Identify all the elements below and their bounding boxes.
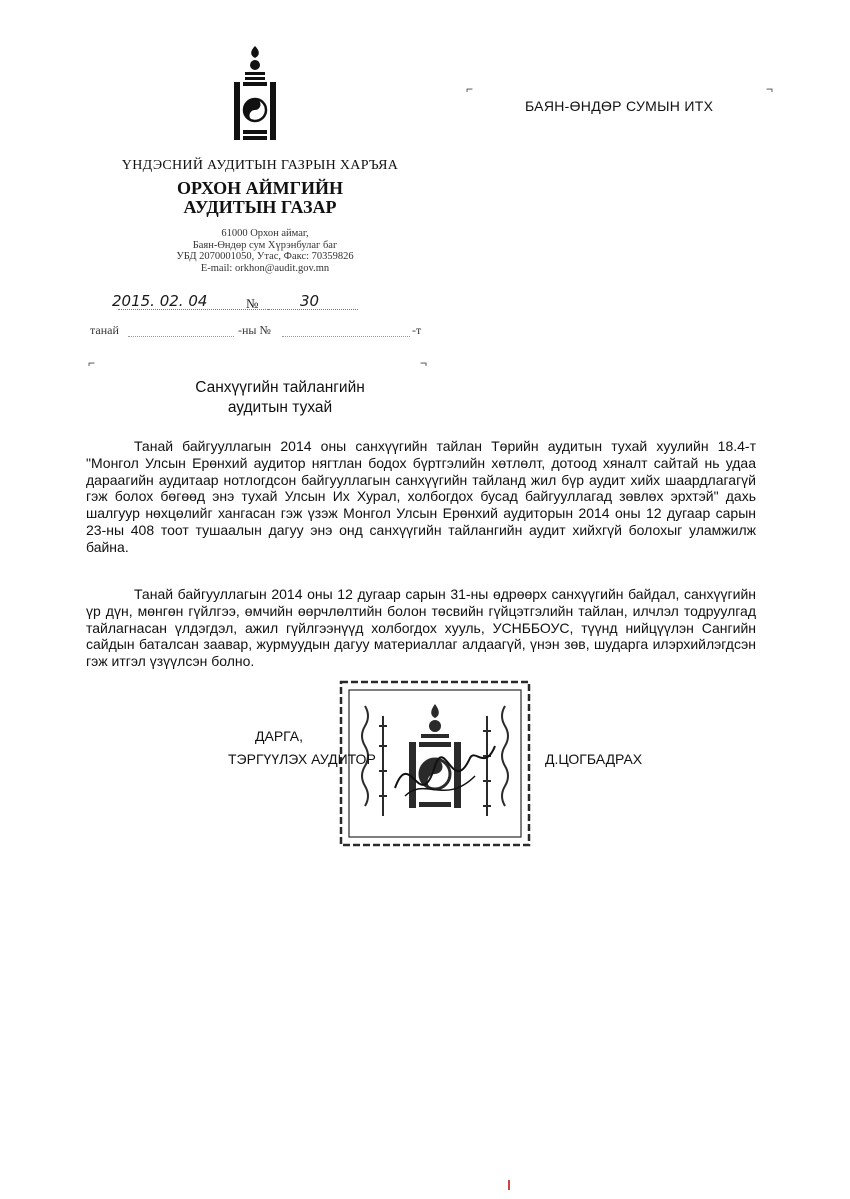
number-sign: № <box>246 296 259 311</box>
reply-suffix: -т <box>412 323 422 337</box>
agency-name-line1: ОРХОН АЙМГИЙН <box>176 178 344 198</box>
date-handwritten: 2015. 02. 04 <box>112 292 208 310</box>
subject-line2: аудитын тухай <box>227 399 333 416</box>
signatory-title-line2: ТЭРГҮҮЛЭХ АУДИТОР <box>228 751 376 767</box>
agency-parent: ҮНДЭСНИЙ АУДИТЫН ГАЗРЫН ХАРЪЯА <box>121 158 399 173</box>
body-paragraph-2 <box>86 586 756 670</box>
reply-date-line <box>128 336 234 337</box>
number-line <box>268 309 358 310</box>
address-line: УБД 2070001050, Утас, Факс: 70359826 <box>176 251 354 262</box>
addressee: БАЯН-ӨНДӨР СУМЫН ИТХ <box>525 98 714 114</box>
number-handwritten: 30 <box>300 292 320 310</box>
subject-corner-left-icon: ⌐ <box>88 356 96 370</box>
addressee-corner-right-icon: ¬ <box>766 82 774 96</box>
reply-prefix: танай <box>90 323 119 337</box>
body-paragraph-1 <box>86 438 756 556</box>
addressee-corner-left-icon: ⌐ <box>466 82 474 96</box>
signatory-name: Д.ЦОГБАДРАХ <box>545 751 643 767</box>
agency-address <box>150 228 380 274</box>
subject-corner-right-icon: ¬ <box>420 356 428 370</box>
address-line: 61000 Орхон аймаг, <box>221 228 309 239</box>
agency-name-line2: АУДИТЫН ГАЗАР <box>183 197 337 217</box>
address-line: Баян-Өндөр сум Хүрэнбулаг баг <box>192 239 338 251</box>
letter-subject <box>190 378 370 418</box>
signatory-title-line1: ДАРГА, <box>255 728 304 744</box>
paragraph-text: Танай байгууллагын 2014 оны 12 дугаар сарын 31-ны өдрөөрх санхүүгийн байдал, санхүүгийн үр дүн, мөнгөн гүйлгээ, өмчийн өөрчлөлтийн болон төсвийн гүйцэтгэлийн тайлан, илчлэл тодруулгад тайлагнасан үлдэгдэл, ажил гүйлгээнүүд холбогдох хууль, УСНББОУС, түүнд нийцүүлэн Сангийн сайдын баталсан заавар, журмуудын дагуу материаллаг алдаагүй, үнэн зөв, шударга илэрхийлэгдсэн гэж итгэл үзүүлсэн болно. <box>86 586 756 670</box>
soyombo-emblem-icon <box>232 44 278 144</box>
address-line: E-mail: orkhon@audit.gov.mn <box>200 262 330 274</box>
reply-mid: -ны № <box>238 323 271 337</box>
reply-number-line <box>282 336 410 337</box>
scan-mark <box>508 1180 510 1190</box>
subject-line1: Санхүүгийн тайлангийн <box>195 379 365 396</box>
paragraph-text: Танай байгууллагын 2014 оны санхүүгийн тайлан Төрийн аудитын тухай хуулийн 18.4-т "Монгол Улсын Ерөнхий аудитор нягтлан бодох бүртгэлийн хөтлөлт, дотоод хяналт сайтай нь удаа дараагийн аудитаар нотлогдсон байгууллагын санхүүгийн тайланд жил бүр аудит хийх шаардлагагүй гэж болох бөгөөд энэ тухай Улсын Их Хурал, холбогдох бусад байгууллагад зөвлөх эрхтэй" дахь шалгуур нөхцөлийг хангасан гэж үзэж Монгол Улсын Ерөнхий аудиторын 2014 оны 12 дугаар сарын 23-ны 408 тоот тушаалын дагуу энэ онд санхүүгийн тайлангийн аудит хийхгүй болохыг уламжилж байна. <box>86 438 756 555</box>
